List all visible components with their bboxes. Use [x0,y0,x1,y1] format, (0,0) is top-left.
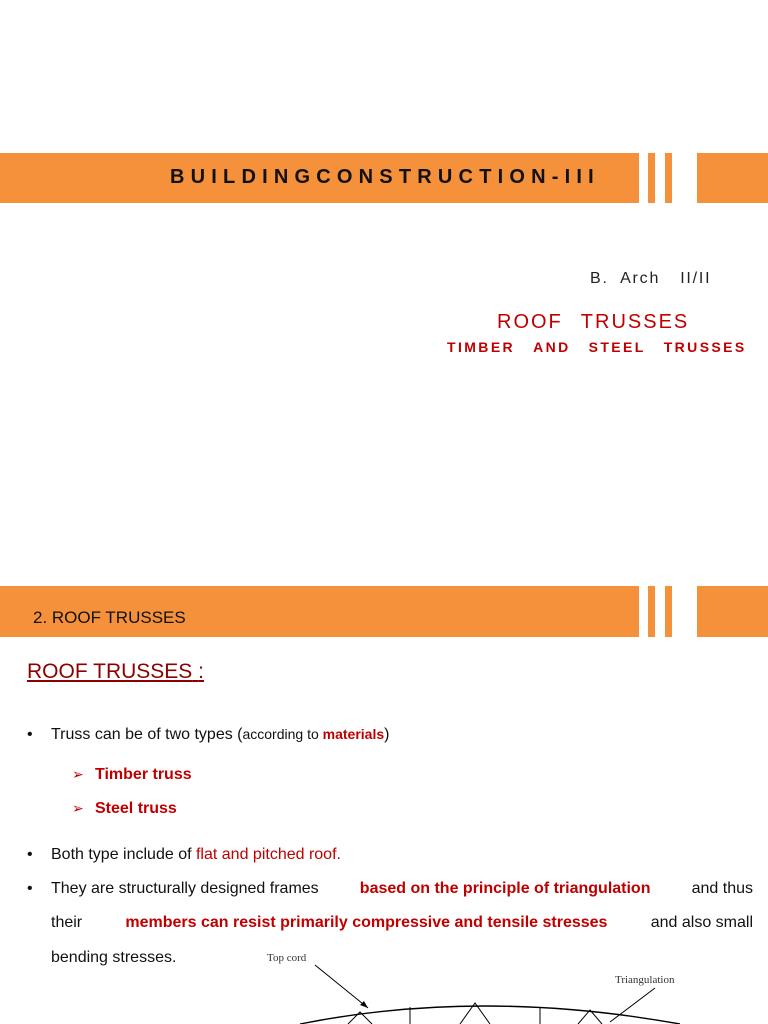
text-run-highlight: based on the principle of triangulation [359,880,651,897]
heading-text: ROOF TRUSSES [27,660,193,683]
subtopic-word: AND [533,339,571,355]
bullet-paren: according to [242,726,323,742]
sub-item-label: Timber truss [95,766,192,783]
truss-diagram [260,950,700,1024]
bullet-paren-close: ) [384,726,390,743]
section-band-end [697,586,768,637]
text-run: They are structurally designed frames [51,880,319,897]
bullet-dot: • [27,880,33,897]
bullet-dot: • [27,726,33,743]
sub-item-label: Steel truss [95,800,177,817]
class-program: B. Arch [590,270,661,287]
bullet-structure-line3: bending stresses. [51,949,177,966]
title-band-end [697,153,768,203]
text-run-highlight: members can resist primarily compressive and tensile stresses [125,914,608,931]
label-triangulation: Triangulation [615,974,675,986]
arrow-bullet-icon: ➢ [72,766,84,782]
class-label [590,270,711,288]
title-band-stripe [648,153,655,203]
class-year: II/II [680,270,712,287]
text-run: their [51,914,83,931]
title-band-stripe [665,153,672,203]
subtopic-word: STEEL [588,339,646,355]
bullet-highlight: flat and pitched roof [195,846,337,863]
topic-word: ROOF [497,311,563,333]
bullet-end: . [336,846,341,863]
subtopic-word: TIMBER [447,339,516,355]
section-band-stripe [665,586,672,637]
arrow-bullet-icon: ➢ [72,800,84,816]
bullet-roof-types [27,846,341,864]
leader-line [315,965,368,1008]
bullet-structure-line1 [51,880,753,898]
bullet-dot: • [27,846,33,863]
bullet-structure [27,880,51,898]
sub-item-timber [72,766,192,784]
heading-colon: : [198,660,204,683]
course-title: BUILDINGCONSTRUCTION-III [170,166,600,188]
topic-word: TRUSSES [580,311,690,333]
slide-heading [27,660,204,684]
sub-item-steel [72,800,177,818]
section-title: 2. ROOF TRUSSES [33,608,186,627]
subtopic-title [447,339,747,355]
bullet-text: Both type include of [51,846,196,863]
subtopic-word: TRUSSES [663,339,747,355]
bullet-materials: materials [322,726,385,742]
bullet-structure-line2 [51,914,753,932]
topic-title [497,311,689,334]
text-run: and thus [691,880,753,897]
section-band-stripe [648,586,655,637]
bullet-types [27,726,389,744]
label-top-cord: Top cord [267,952,307,964]
bullet-text: Truss can be of two types ( [51,726,243,743]
text-run: and also small [650,914,753,931]
